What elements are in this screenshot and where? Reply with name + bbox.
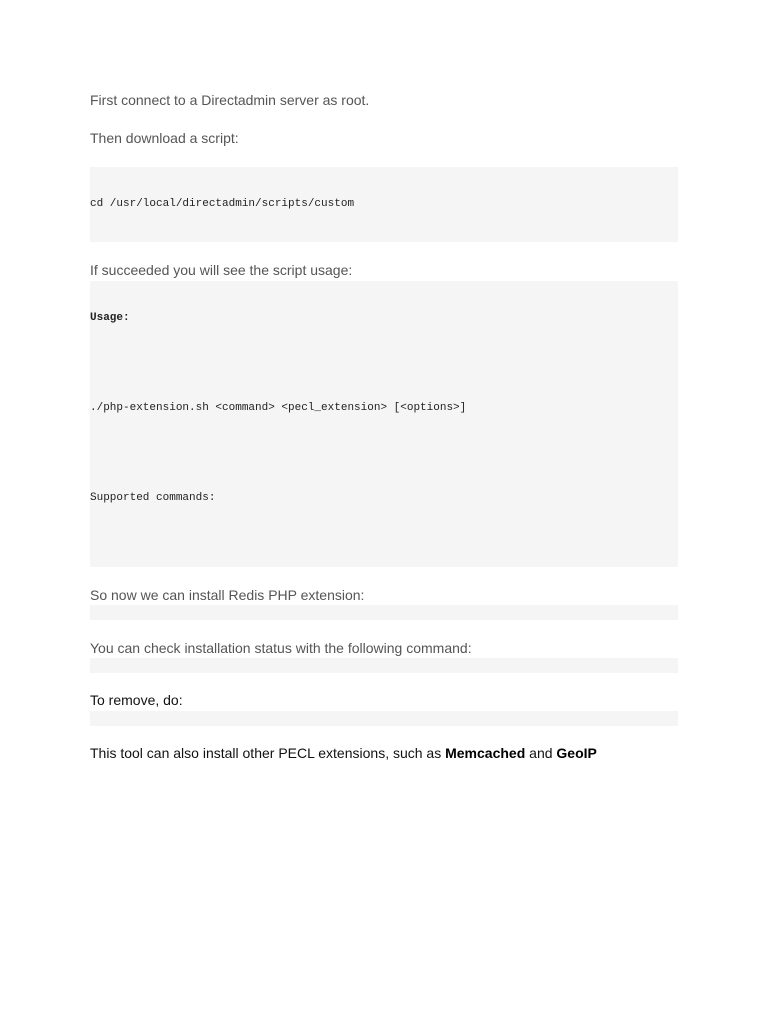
usage-code-block [90, 281, 678, 567]
code-line [90, 446, 678, 461]
remove-code-block [90, 711, 678, 726]
status-paragraph: You can check installation status with the following command: [90, 640, 472, 656]
code-line: Supported commands: [90, 492, 216, 504]
closing-middle: and [525, 745, 557, 761]
remove-paragraph: To remove, do: [90, 692, 183, 708]
usage-paragraph: If succeeded you will see the script usage: [90, 262, 353, 278]
install-paragraph: So now we can install Redis PHP extension: [90, 587, 365, 603]
intro-paragraph: First connect to a Directadmin server as root. [90, 92, 370, 108]
download-code-block [90, 167, 678, 242]
code-line: Usage: [90, 312, 130, 324]
code-line: ./php-extension.sh <command> <pecl_extension> [<options>] [90, 402, 467, 414]
code-line [90, 536, 678, 551]
code-line: cd /usr/local/directadmin/scripts/custom [90, 198, 355, 210]
install-code-block [90, 605, 678, 620]
download-paragraph: Then download a script: [90, 130, 239, 146]
memcached-text: Memcached [445, 745, 526, 761]
geoip-text: GeoIP [556, 745, 597, 761]
closing-paragraph [90, 745, 597, 762]
code-line [90, 356, 678, 371]
closing-prefix: This tool can also install other PECL extensions, such as [90, 745, 446, 761]
status-code-block [90, 658, 678, 673]
